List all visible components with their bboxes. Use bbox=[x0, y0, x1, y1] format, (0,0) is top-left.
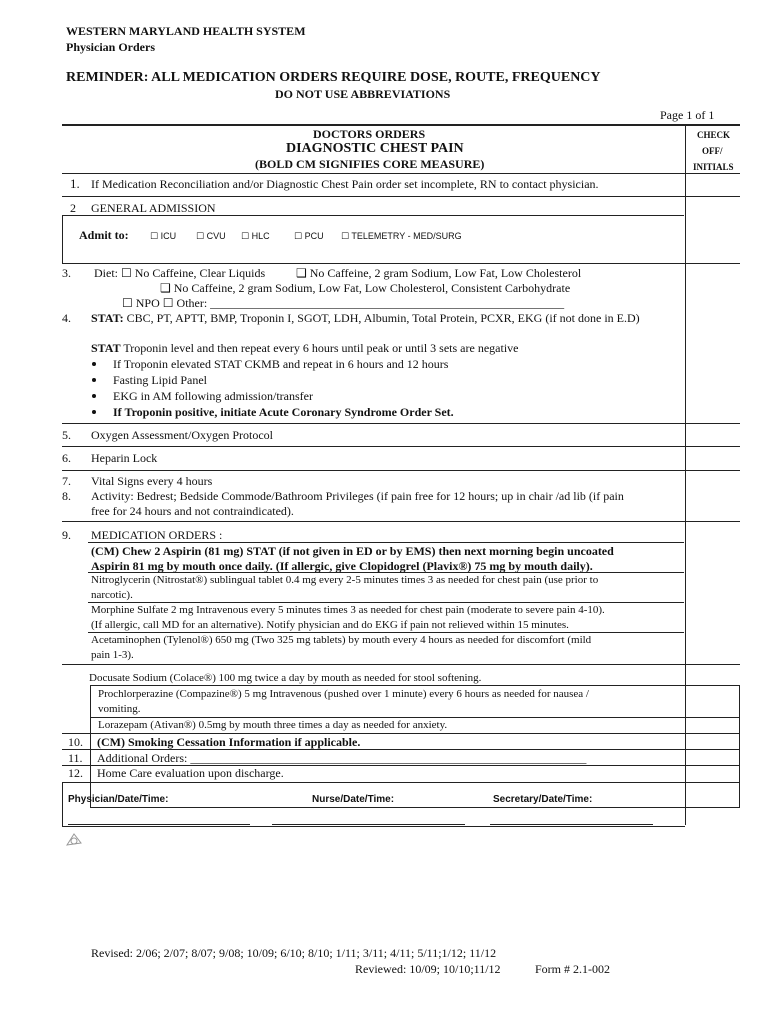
diet-option-carb[interactable]: ❑ No Caffeine, 2 gram Sodium, Low Fat, Low Cholesterol, Consistent Carbohydrate bbox=[160, 281, 571, 295]
diet-option-clear-liquids[interactable]: : ☐ No Caffeine, Clear Liquids bbox=[114, 266, 266, 280]
stamp-icon bbox=[64, 831, 84, 849]
aspirin-order-line-1: (CM) Chew 2 Aspirin (81 mg) STAT (if not given in ED or by EMS) then next morning begin uncoated bbox=[91, 544, 614, 558]
physician-signature-line[interactable] bbox=[68, 824, 250, 825]
nurse-signature-line[interactable] bbox=[272, 824, 465, 825]
item-number: 9. bbox=[62, 528, 71, 542]
row-divider bbox=[62, 173, 740, 174]
row-divider bbox=[88, 572, 684, 573]
item-8-continued: free for 24 hours and not contraindicated). bbox=[91, 504, 294, 518]
diet-option-low-chol[interactable]: ❑ No Caffeine, 2 gram Sodium, Low Fat, Low Cholesterol bbox=[296, 266, 582, 280]
no-abbreviations-text: DO NOT USE ABBREVIATIONS bbox=[275, 87, 451, 101]
bullet-icon bbox=[92, 378, 96, 382]
bullet-item: If Troponin elevated STAT CKMB and repeat in 6 hours and 12 hours bbox=[113, 357, 449, 371]
admit-option-cvu[interactable]: ☐ CVU bbox=[196, 231, 226, 241]
bullet-icon bbox=[92, 410, 96, 414]
bullet-item: Fasting Lipid Panel bbox=[113, 373, 207, 387]
reviewed-dates: Reviewed: 10/09; 10/10;11/12 bbox=[355, 962, 501, 976]
revised-dates: Revised: 2/06; 2/07; 8/07; 9/08; 10/09; 6/10; 8/10; 1/11; 3/11; 4/11; 5/11;1/12; 11/12 bbox=[91, 946, 497, 960]
diet-option-npo-other[interactable]: ☐ NPO ☐ Other: ___________________________________________________________ bbox=[122, 296, 565, 310]
prochlorperazine-order-line-1: Prochlorperazine (Compazine®) 5 mg Intravenous (pushed over 1 minute) every 6 hours as needed for nausea / bbox=[98, 688, 589, 700]
row-divider bbox=[62, 664, 740, 665]
activity-details: : Bedrest; Bedside Commode/Bathroom Privileges (if pain free for 12 hours; up in chair /ad lib (if pain bbox=[130, 489, 624, 503]
signature-box-left bbox=[62, 782, 63, 826]
nitroglycerin-order-line-1: Nitroglycerin (Nitrostat®) sublingual tablet 0.4 mg every 2-5 minutes times 3 as needed for chest pain (use prior to bbox=[91, 574, 599, 586]
bullet-item: If Troponin positive, initiate Acute Coronary Syndrome Order Set. bbox=[113, 405, 454, 419]
item-9-text: MEDICATION ORDERS : bbox=[91, 528, 223, 542]
check-label: CHECK bbox=[697, 130, 731, 140]
item-6-text: Heparin Lock bbox=[91, 451, 158, 465]
off-label: OFF/ bbox=[702, 146, 723, 156]
row-divider bbox=[62, 521, 740, 522]
diagnostic-chest-pain-heading: DIAGNOSTIC CHEST PAIN bbox=[286, 141, 464, 156]
stat-label: STAT bbox=[91, 341, 121, 355]
row-divider bbox=[88, 632, 684, 633]
core-measure-note: (BOLD CM SIGNIFIES CORE MEASURE) bbox=[255, 157, 485, 171]
troponin-text bbox=[91, 341, 518, 356]
item-number: 7. bbox=[62, 474, 71, 488]
row-divider bbox=[62, 446, 740, 447]
item-5-text: Oxygen Assessment/Oxygen Protocol bbox=[91, 428, 273, 442]
initials-label: INITIALS bbox=[693, 162, 734, 172]
item-number: 2 bbox=[70, 201, 76, 215]
item-number: 5. bbox=[62, 428, 71, 442]
prochlorperazine-order-line-2: vomiting. bbox=[98, 703, 141, 715]
row-divider bbox=[62, 749, 740, 750]
row-divider bbox=[90, 717, 740, 718]
row-divider bbox=[62, 423, 740, 424]
diet-line-1 bbox=[94, 266, 265, 281]
page-number: Page 1 of 1 bbox=[660, 108, 715, 122]
additional-orders-field[interactable]: Additional Orders: __________________________________________________________________ bbox=[97, 751, 587, 765]
morphine-order-line-2: (If allergic, call MD for an alternative). Notify physician and do EKG if pain not relieved within 15 minutes. bbox=[91, 619, 569, 631]
secretary-signature-label: Secretary/Date/Time: bbox=[493, 794, 593, 805]
item-number: 8. bbox=[62, 489, 71, 503]
physician-signature-label: Physician/Date/Time: bbox=[68, 794, 169, 805]
item-number: 6. bbox=[62, 451, 71, 465]
admit-option-hlc[interactable]: ☐ HLC bbox=[241, 231, 270, 241]
row-divider bbox=[62, 215, 684, 216]
row-divider bbox=[62, 263, 740, 264]
activity-label: Activity bbox=[91, 489, 131, 503]
form-number: Form # 2.1-002 bbox=[535, 962, 610, 976]
bullet-icon bbox=[92, 362, 96, 366]
smoking-cessation-order: (CM) Smoking Cessation Information if applicable. bbox=[97, 735, 361, 749]
acetaminophen-order-line-1: Acetaminophen (Tylenol®) 650 mg (Two 325 mg tablets) by mouth every 4 hours as needed for discomfort (mild bbox=[91, 634, 592, 646]
signature-box-bottom bbox=[62, 826, 685, 827]
row-divider bbox=[62, 470, 740, 471]
nitroglycerin-order-line-2: narcotic). bbox=[91, 589, 133, 601]
item-4-text bbox=[91, 311, 640, 326]
table-top-border bbox=[62, 124, 740, 126]
morphine-order-line-1: Morphine Sulfate 2 mg Intravenous every 5 minutes times 3 as needed for chest pain (moderate to severe pain 4-10). bbox=[91, 604, 605, 616]
row-divider bbox=[62, 196, 740, 197]
item-number: 1. bbox=[70, 176, 80, 191]
organization-name: WESTERN MARYLAND HEALTH SYSTEM bbox=[66, 24, 306, 38]
stat-labs: CBC, PT, APTT, BMP, Troponin I, SGOT, LDH, Albumin, Total Protein, PCXR, EKG (if not done in E.D) bbox=[123, 311, 640, 325]
bullet-icon bbox=[92, 394, 96, 398]
admit-option-pcu[interactable]: ☐ PCU bbox=[294, 231, 324, 241]
aspirin-order-line-2: Aspirin 81 mg by mouth once daily. (If allergic, give Clopidogrel (Plavix®) 75 mg by mouth daily). bbox=[91, 559, 593, 573]
row-divider bbox=[88, 602, 684, 603]
home-care-order: Home Care evaluation upon discharge. bbox=[97, 766, 284, 780]
item-8-text bbox=[91, 489, 624, 504]
reminder-text: REMINDER: ALL MEDICATION ORDERS REQUIRE DOSE, ROUTE, FREQUENCY bbox=[66, 70, 601, 85]
lorazepam-order: Lorazepam (Ativan®) 0.5mg by mouth three times a day as needed for anxiety. bbox=[98, 719, 448, 731]
admit-box-left bbox=[62, 215, 63, 263]
item-number: 10. bbox=[68, 735, 83, 749]
admit-option-icu[interactable]: ☐ ICU bbox=[150, 231, 177, 241]
item-1-text: If Medication Reconciliation and/or Diagnostic Chest Pain order set incomplete, RN to contact physician. bbox=[91, 177, 599, 191]
admit-option-telemetry[interactable]: ☐ TELEMETRY - MED/SURG bbox=[341, 231, 462, 241]
form-subtitle: Physician Orders bbox=[66, 40, 155, 54]
nurse-signature-label: Nurse/Date/Time: bbox=[312, 794, 395, 805]
item-number: 4. bbox=[62, 311, 71, 325]
doctors-orders-heading: DOCTORS ORDERS bbox=[313, 127, 426, 141]
item-7-text: Vital Signs every 4 hours bbox=[91, 474, 213, 488]
admit-to-label: Admit to: bbox=[79, 228, 129, 242]
item-number: 11. bbox=[68, 751, 83, 765]
diet-label: Diet bbox=[94, 266, 115, 280]
acetaminophen-order-line-2: pain 1-3). bbox=[91, 649, 134, 661]
docusate-order: Docusate Sodium (Colace®) 100 mg twice a day by mouth as needed for stool softening. bbox=[89, 672, 482, 684]
row-divider bbox=[62, 733, 740, 734]
row-divider bbox=[62, 782, 740, 783]
bullet-item: EKG in AM following admission/transfer bbox=[113, 389, 313, 403]
stat-label: STAT: bbox=[91, 311, 124, 325]
item-number: 3. bbox=[62, 266, 71, 280]
item-2-text: GENERAL ADMISSION bbox=[91, 201, 216, 215]
secretary-signature-line[interactable] bbox=[490, 824, 653, 825]
troponin-instructions: Troponin level and then repeat every 6 hours until peak or until 3 sets are negative bbox=[120, 341, 519, 355]
item-number: 12. bbox=[68, 766, 83, 780]
row-divider bbox=[88, 542, 684, 543]
